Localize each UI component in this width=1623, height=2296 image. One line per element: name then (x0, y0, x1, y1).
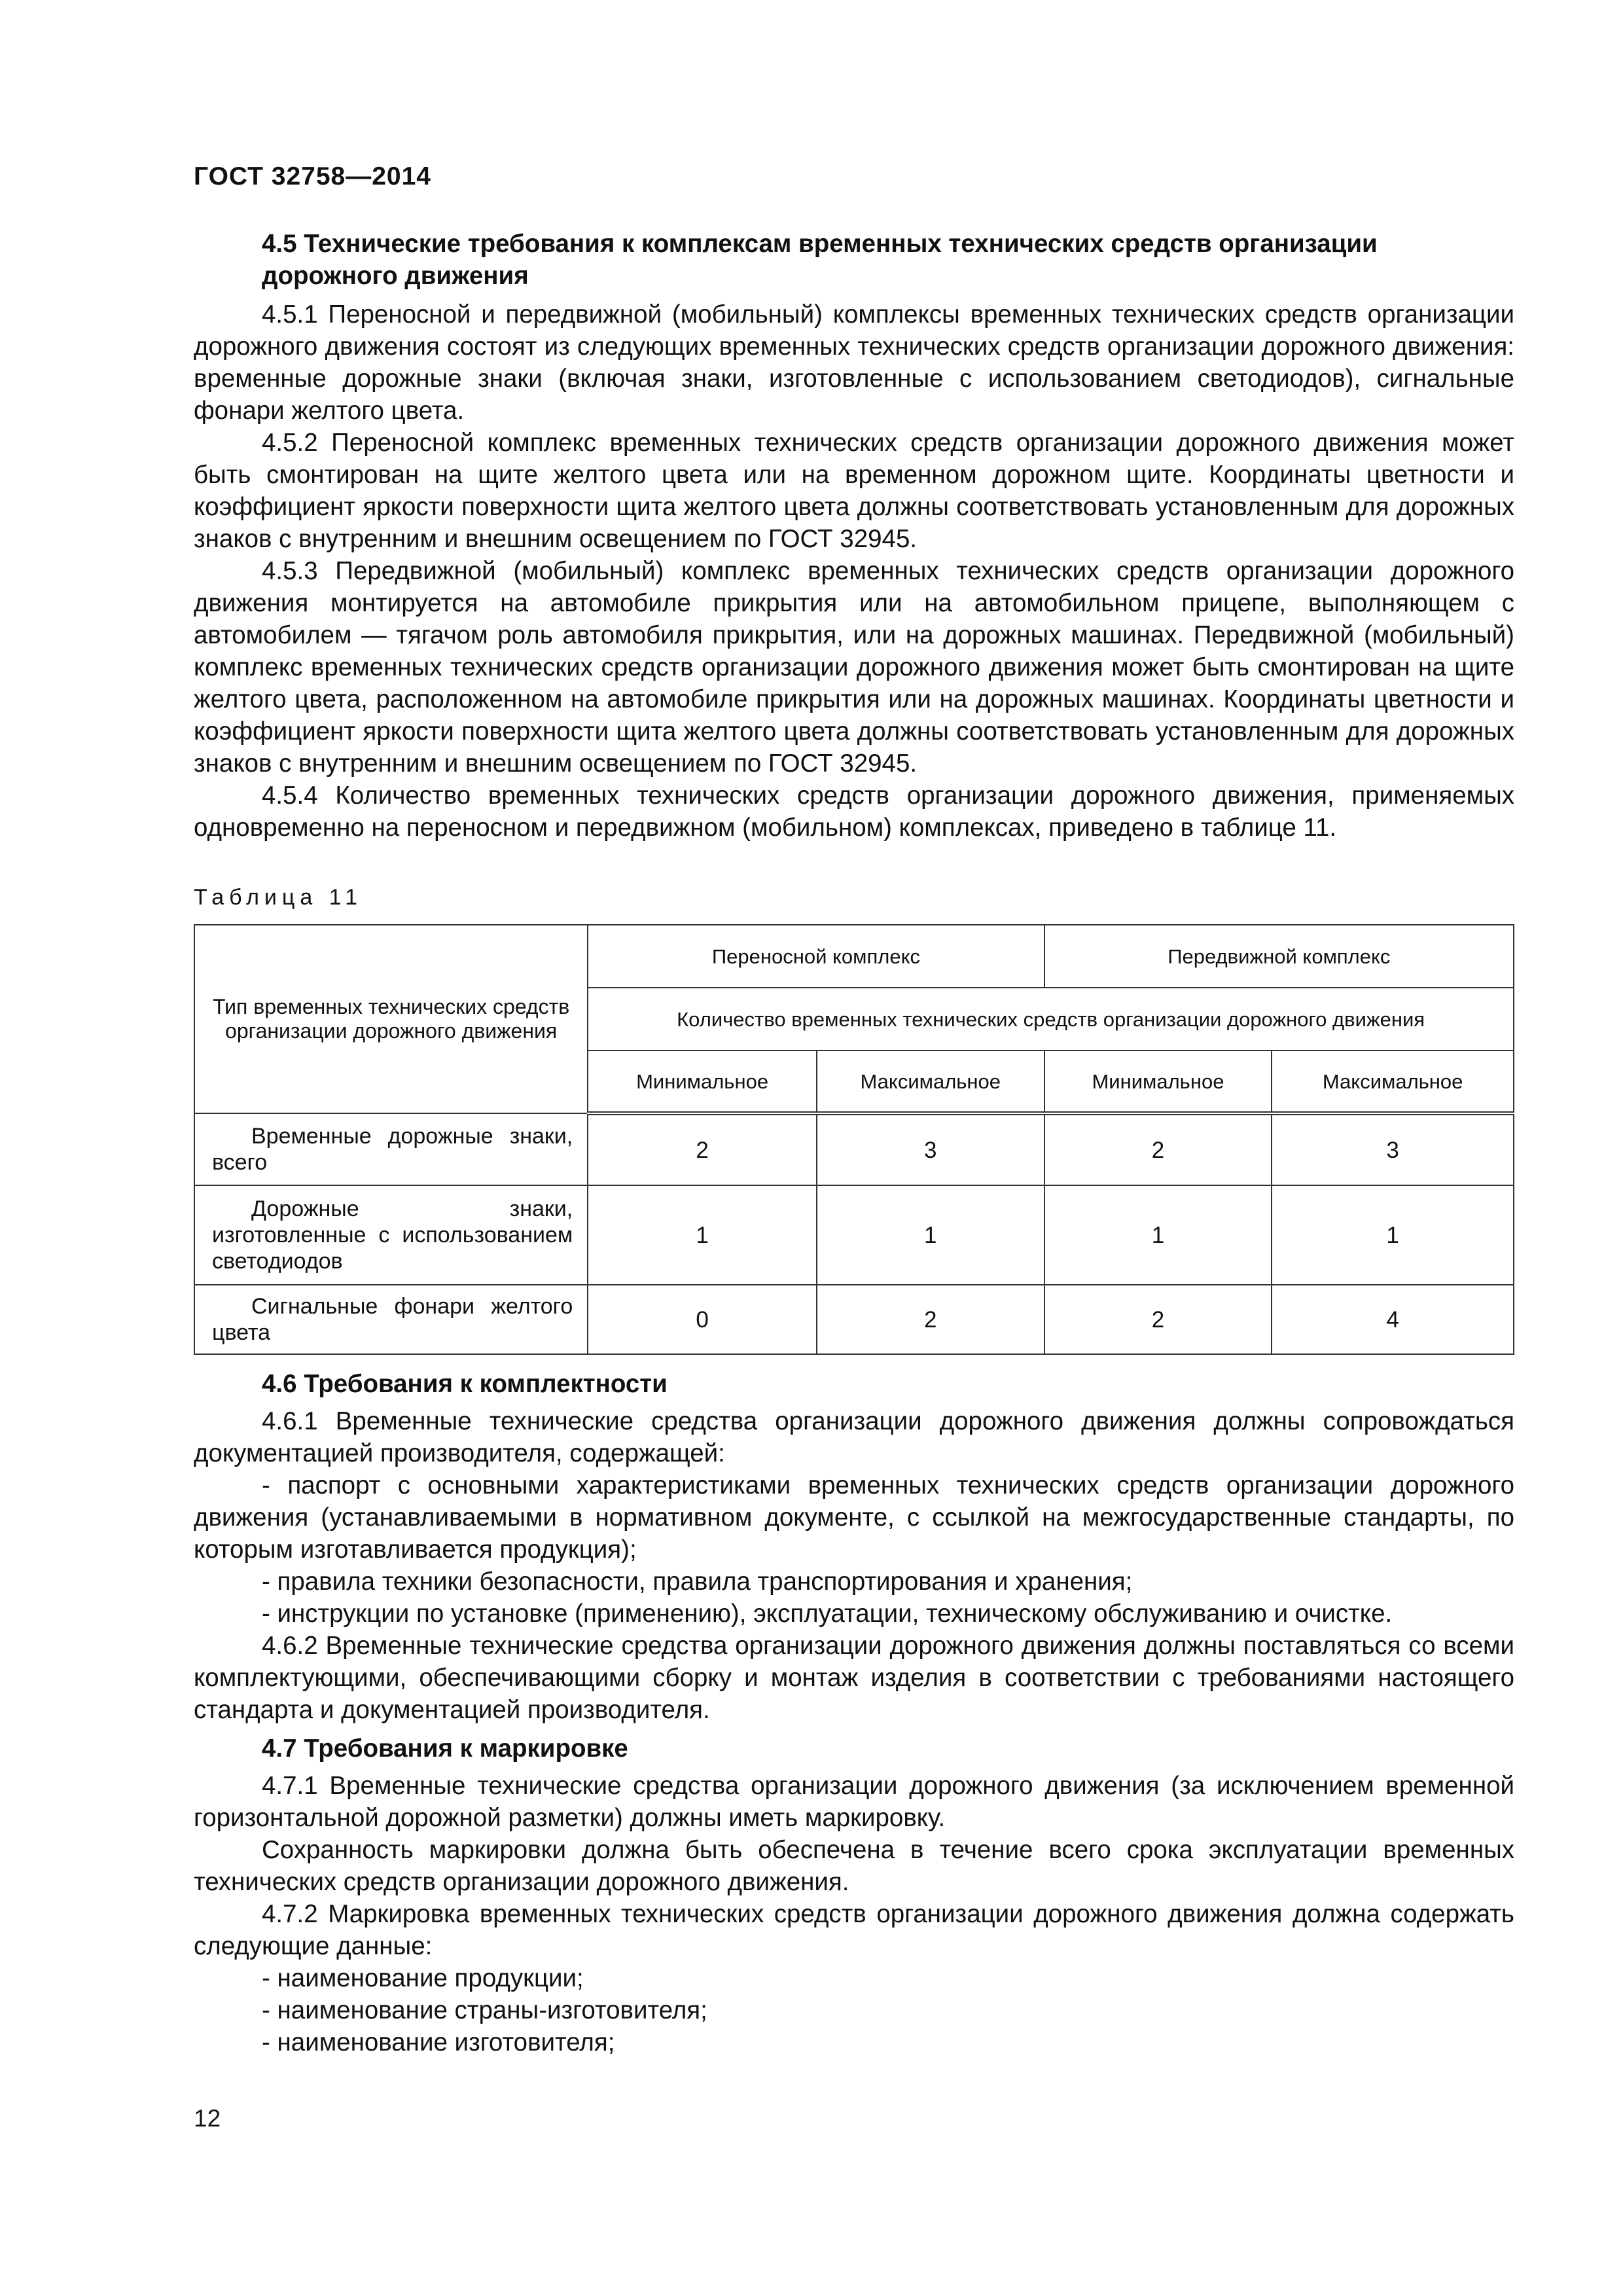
table-cell: 3 (1272, 1113, 1514, 1185)
section-heading-4-7: 4.7 Требования к маркировке (262, 1734, 628, 1763)
column-header-portable-min: Минимальное (588, 1050, 817, 1113)
paragraph-4-7-1: 4.7.1 Временные технические средства организации дорожного движения (за исключением временной горизонтальной дорожной разметки) должны иметь маркировку. (194, 1772, 1514, 1832)
list-item: - паспорт с основными характеристиками временных технических средств организации дорожного движения (устанавливаемыми в нормативном документе, с ссылкой на межгосударственные стандарты, по которым изготавливается продукция); (194, 1471, 1514, 1564)
table-cell: 2 (588, 1113, 817, 1185)
column-header-mobile: Передвижной комплекс (1044, 925, 1514, 988)
paragraph-4-6-1: 4.6.1 Временные технические средства организации дорожного движения должны сопровождаться документацией производителя, содержащей: (194, 1407, 1514, 1467)
table-cell: 1 (1044, 1185, 1272, 1285)
table-cell: 0 (588, 1285, 817, 1354)
list-item: - наименование страны-изготовителя; (262, 1996, 707, 2024)
page-number: 12 (194, 2105, 221, 2132)
column-header-portable-max: Максимальное (817, 1050, 1044, 1113)
table-cell: 3 (817, 1113, 1044, 1185)
column-header-type: Тип временных технических средств организации дорожного движения (194, 925, 588, 1113)
main-content (194, 228, 1514, 2058)
paragraph-4-5-4: 4.5.4 Количество временных технических средств организации дорожного движения, применяемых одновременно на переносном и передвижном (мобильном) комплексах, приведено в таблице 11. (194, 781, 1514, 842)
paragraph-4-6-2: 4.6.2 Временные технические средства организации дорожного движения должны поставляться со всеми комплектующими, обеспечивающими сборку и монтаж изделия в соответствии с требованиями настоящего стандарта и документацией производителя. (194, 1632, 1514, 1724)
table-row (194, 1285, 1514, 1354)
table-cell: 2 (817, 1285, 1044, 1354)
table-row (194, 1185, 1514, 1285)
paragraph-4-5-1: 4.5.1 Переносной и передвижной (мобильный) комплексы временных технических средств организации дорожного движения состоят из следующих временных технических средств организации дорожного движения: временные дорожные знаки (включая знаки, изготовленные с использованием светодиодов), сигнальные фонари желтого цвета. (194, 300, 1514, 425)
section-heading-4-6: 4.6 Требования к комплектности (262, 1370, 668, 1398)
section-heading-4-5: 4.5 Технические требования к комплексам временных технических средств организации дорожного движения (262, 230, 1378, 290)
table-cell: 1 (817, 1185, 1044, 1285)
row-label: Дорожные знаки, изготовленные с использованием светодиодов (212, 1196, 573, 1274)
list-item: - наименование изготовителя; (262, 2028, 615, 2056)
table-cell: 1 (588, 1185, 817, 1285)
table-cell: 2 (1044, 1285, 1272, 1354)
table-11 (194, 924, 1514, 1355)
row-label: Временные дорожные знаки, всего (212, 1124, 573, 1175)
column-header-quantity: Количество временных технических средств организации дорожного движения (588, 988, 1514, 1050)
column-header-mobile-min: Минимальное (1044, 1050, 1272, 1113)
table-cell: 1 (1272, 1185, 1514, 1285)
paragraph-4-7-1-continued: Сохранность маркировки должна быть обеспечена в течение всего срока эксплуатации временных технических средств организации дорожного движения. (194, 1836, 1514, 1896)
paragraph-4-5-3: 4.5.3 Передвижной (мобильный) комплекс временных технических средств организации дорожного движения монтируется на автомобиле прикрытия или на автомобильном прицепе, выполняющем с автомобилем — тягачом роль автомобиля прикрытия, или на дорожных машинах. Передвижной (мобильный) комплекс временных технических средств организации дорожного движения может быть смонтирован на щите желтого цвета, расположенном на автомобиле прикрытия или на дорожных машинах. Координаты цветности и коэффициент яркости поверхности щита желтого цвета должны соответствовать установленным для дорожных знаков с внутренним и внешним освещением по ГОСТ 32945. (194, 557, 1514, 778)
paragraph-4-5-2: 4.5.2 Переносной комплекс временных технических средств организации дорожного движения может быть смонтирован на щите желтого цвета или на временном дорожном щите. Координаты цветности и коэффициент яркости поверхности щита желтого цвета должны соответствовать установленным для дорожных знаков с внутренним и внешним освещением по ГОСТ 32945. (194, 429, 1514, 553)
paragraph-4-7-2: 4.7.2 Маркировка временных технических средств организации дорожного движения должна содержать следующие данные: (194, 1900, 1514, 1960)
list-item: - инструкции по установке (применению), эксплуатации, техническому обслуживанию и очистке. (262, 1600, 1393, 1628)
document-header: ГОСТ 32758—2014 (194, 162, 431, 190)
column-header-portable: Переносной комплекс (588, 925, 1044, 988)
column-header-mobile-max: Максимальное (1272, 1050, 1514, 1113)
row-label: Сигнальные фонари желтого цвета (212, 1294, 573, 1345)
list-item: - правила техники безопасности, правила транспортирования и хранения; (262, 1568, 1133, 1596)
table-cell: 2 (1044, 1113, 1272, 1185)
list-item: - наименование продукции; (262, 1964, 584, 1992)
table-caption: Таблица 11 (194, 885, 363, 910)
table-row (194, 1113, 1514, 1185)
table-cell: 4 (1272, 1285, 1514, 1354)
